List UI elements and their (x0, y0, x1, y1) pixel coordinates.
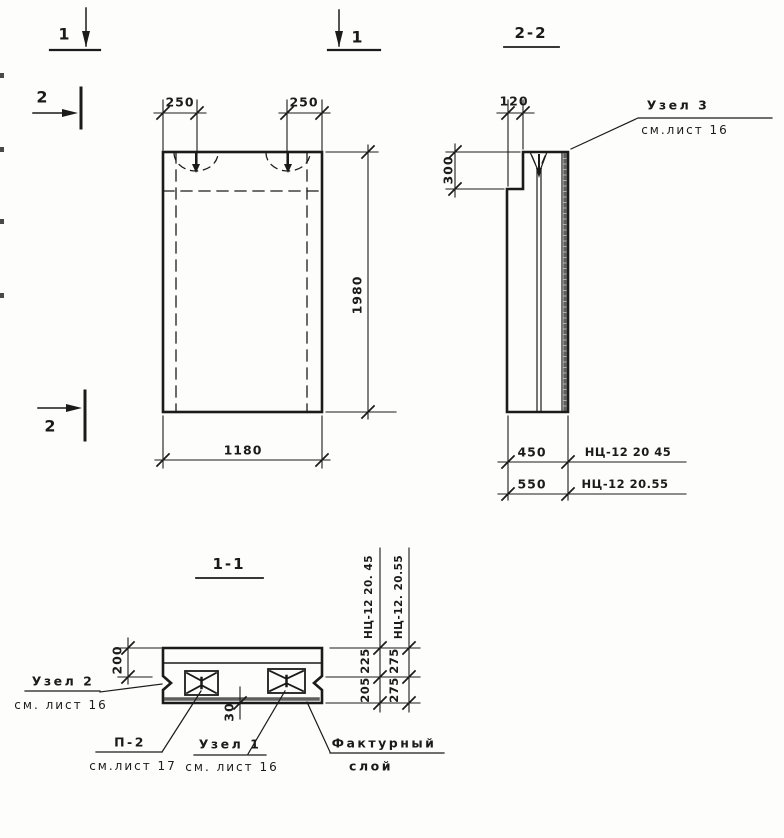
node-1-callout: Узел 1 (198, 736, 262, 752)
node-3-callout: Узел 3 (646, 97, 710, 113)
node-2-callout: Узел 2 (31, 673, 95, 689)
section-1-1-view (25, 548, 444, 755)
dim-225-col45-top: 225 (358, 648, 372, 674)
dim-275-col55-top: 275 (387, 648, 401, 674)
mark-nc-12-20-55: НЦ-12 20.55 (581, 477, 669, 491)
section-2-2-title: 2-2 (514, 24, 548, 42)
node-2-sheet-ref: см. лист 16 (14, 698, 108, 712)
section-marker-2-top-label: 2 (36, 87, 48, 107)
lifting-loop-right (266, 153, 310, 173)
section-cut-markers (33, 8, 380, 440)
dim-250-right: 250 (289, 94, 319, 110)
mark-nc-12-20-45: НЦ-12 20 45 (584, 445, 672, 459)
dim-205-col45-bottom: 205 (358, 677, 372, 703)
facing-layer-callout-line1: Фактурный (331, 735, 437, 751)
dim-275-col55-bottom: 275 (387, 677, 401, 703)
section-marker-1-left-label: 1 (58, 24, 70, 44)
dim-1980-height: 1980 (349, 275, 365, 315)
column-mark-55: НЦ-12. 20.55 (393, 554, 405, 640)
dim-450-thickness: 450 (517, 444, 547, 460)
section-marker-1-right-label: 1 (351, 27, 363, 47)
section-2-2-view (446, 47, 772, 500)
dim-200-inner-layer: 200 (109, 645, 125, 675)
scan-artifacts (0, 73, 4, 298)
dim-30-facing: 30 (221, 702, 237, 722)
dim-120-step: 120 (499, 93, 529, 109)
node-1-sheet-ref: см. лист 16 (185, 760, 279, 774)
dim-250-left: 250 (165, 94, 195, 110)
lifting-loop-left (174, 153, 218, 173)
dim-550-thickness: 550 (517, 476, 547, 492)
dim-300-step: 300 (440, 155, 456, 185)
p2-sheet-ref: см.лист 17 (89, 759, 177, 773)
section-marker-2-bottom-label: 2 (44, 416, 56, 436)
section-1-1-title: 1-1 (212, 555, 246, 573)
column-mark-45: НЦ-12 20. 45 (363, 554, 375, 640)
p2-callout: П-2 (114, 734, 146, 750)
dim-1180-width: 1180 (223, 442, 263, 458)
facing-layer-callout-line2: слой (349, 758, 393, 774)
node-3-sheet-ref: см.лист 16 (641, 123, 729, 137)
